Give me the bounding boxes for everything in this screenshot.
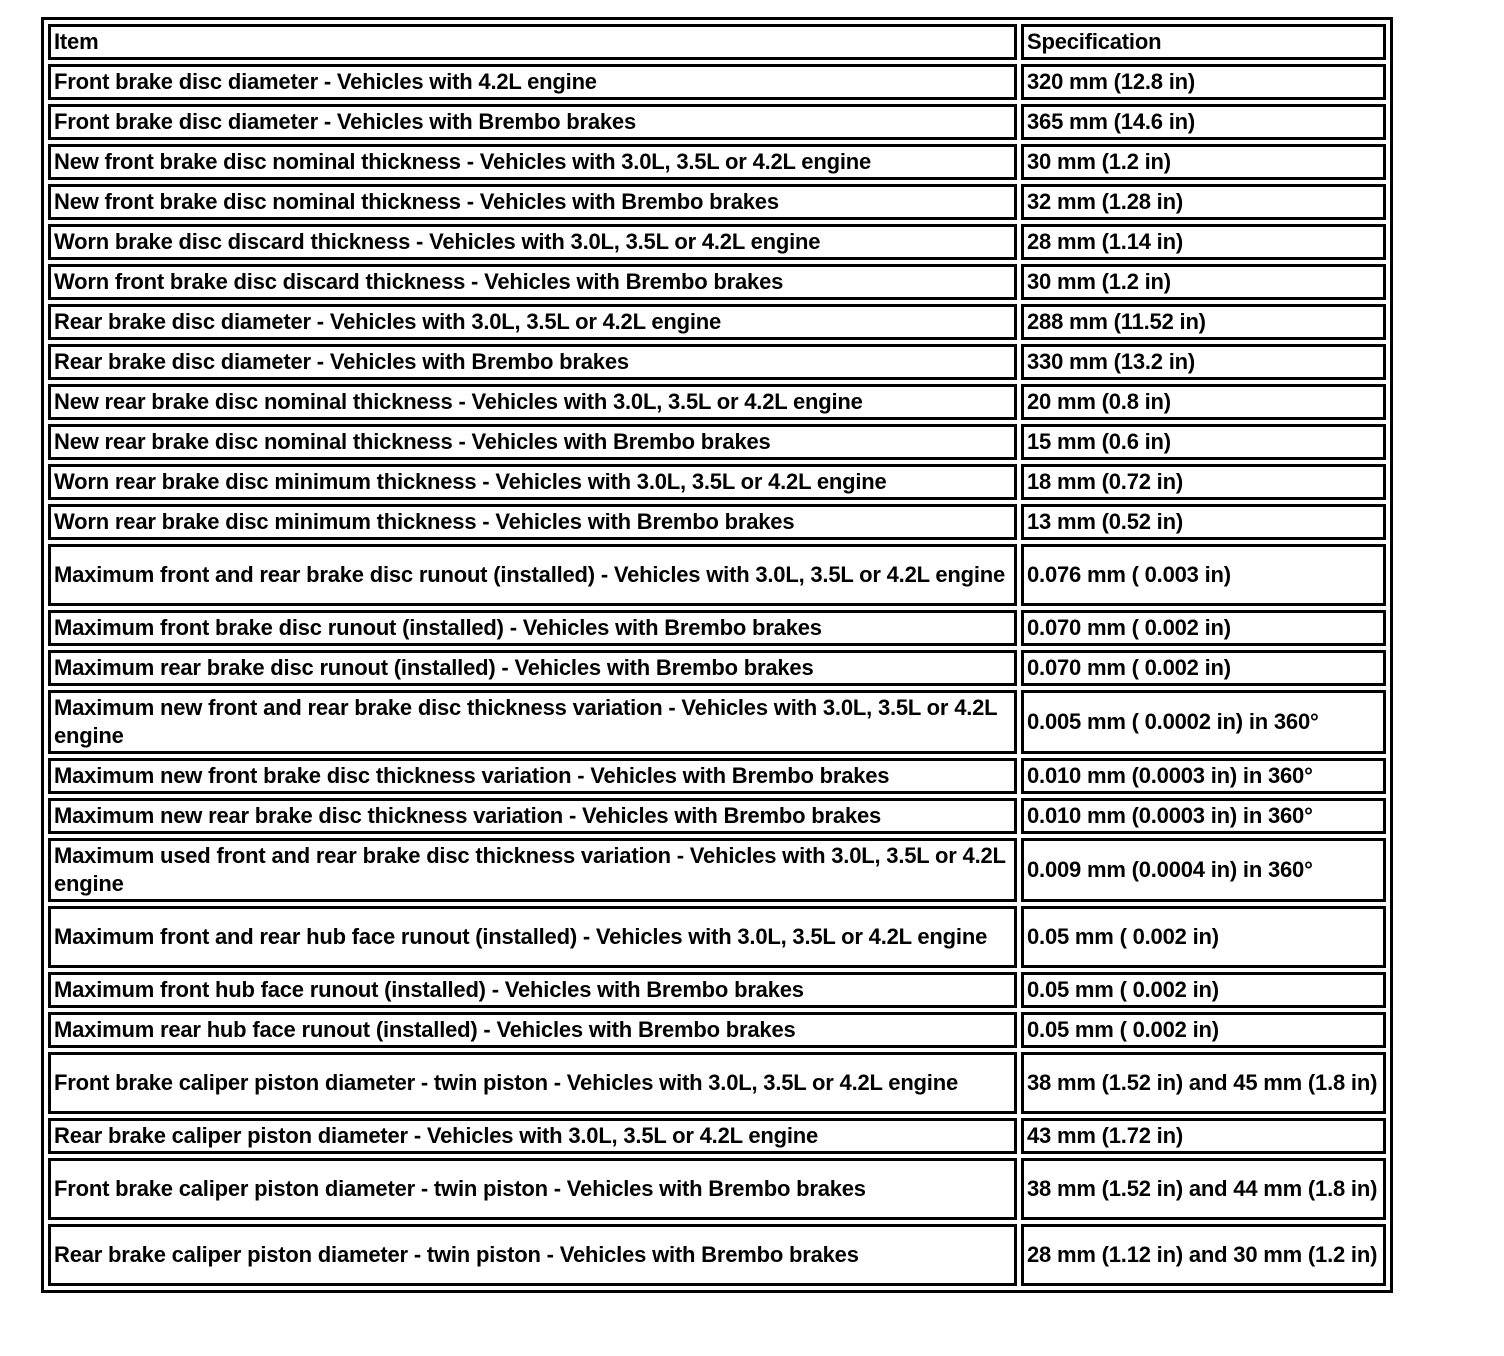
item-cell: Rear brake caliper piston diameter - twin piston - Vehicles with Brembo brakes	[48, 1224, 1017, 1286]
spec-cell: 28 mm (1.12 in) and 30 mm (1.2 in)	[1021, 1224, 1386, 1286]
spec-cell: 320 mm (12.8 in)	[1021, 64, 1386, 100]
spec-cell: 288 mm (11.52 in)	[1021, 304, 1386, 340]
table-row	[48, 304, 1386, 340]
spec-cell: 13 mm (0.52 in)	[1021, 504, 1386, 540]
item-cell: Rear brake disc diameter - Vehicles with Brembo brakes	[48, 344, 1017, 380]
table-row	[48, 264, 1386, 300]
table-row	[48, 464, 1386, 500]
table-row	[48, 690, 1386, 754]
table-row	[48, 610, 1386, 646]
table-header-row	[48, 24, 1386, 60]
spec-cell: 30 mm (1.2 in)	[1021, 144, 1386, 180]
table-row	[48, 104, 1386, 140]
spec-cell: 0.010 mm (0.0003 in) in 360°	[1021, 798, 1386, 834]
item-cell: New front brake disc nominal thickness - Vehicles with Brembo brakes	[48, 184, 1017, 220]
table-row	[48, 544, 1386, 606]
spec-cell: 28 mm (1.14 in)	[1021, 224, 1386, 260]
table-row	[48, 1052, 1386, 1114]
item-cell: Maximum front brake disc runout (installed) - Vehicles with Brembo brakes	[48, 610, 1017, 646]
item-cell: Maximum new front brake disc thickness variation - Vehicles with Brembo brakes	[48, 758, 1017, 794]
item-cell: Front brake disc diameter - Vehicles with 4.2L engine	[48, 64, 1017, 100]
spec-cell: 43 mm (1.72 in)	[1021, 1118, 1386, 1154]
item-cell: Maximum used front and rear brake disc thickness variation - Vehicles with 3.0L, 3.5L or 4.2L engine	[48, 838, 1017, 902]
item-cell: Maximum rear hub face runout (installed) - Vehicles with Brembo brakes	[48, 1012, 1017, 1048]
table-row	[48, 424, 1386, 460]
item-cell: Maximum new front and rear brake disc thickness variation - Vehicles with 3.0L, 3.5L or 4.2L engine	[48, 690, 1017, 754]
spec-cell: 0.070 mm ( 0.002 in)	[1021, 610, 1386, 646]
spec-cell: 20 mm (0.8 in)	[1021, 384, 1386, 420]
spec-cell: 0.070 mm ( 0.002 in)	[1021, 650, 1386, 686]
spec-cell: 0.009 mm (0.0004 in) in 360°	[1021, 838, 1386, 902]
item-cell: Maximum front and rear brake disc runout (installed) - Vehicles with 3.0L, 3.5L or 4.2L engine	[48, 544, 1017, 606]
header-item: Item	[48, 24, 1017, 60]
spec-cell: 32 mm (1.28 in)	[1021, 184, 1386, 220]
spec-cell: 0.05 mm ( 0.002 in)	[1021, 906, 1386, 968]
item-cell: New rear brake disc nominal thickness - Vehicles with Brembo brakes	[48, 424, 1017, 460]
table-row	[48, 906, 1386, 968]
spec-cell: 0.010 mm (0.0003 in) in 360°	[1021, 758, 1386, 794]
table-row	[48, 650, 1386, 686]
table-row	[48, 1012, 1386, 1048]
spec-cell: 330 mm (13.2 in)	[1021, 344, 1386, 380]
item-cell: Maximum rear brake disc runout (installed) - Vehicles with Brembo brakes	[48, 650, 1017, 686]
table-row	[48, 972, 1386, 1008]
item-cell: Worn front brake disc discard thickness - Vehicles with Brembo brakes	[48, 264, 1017, 300]
item-cell: New front brake disc nominal thickness - Vehicles with 3.0L, 3.5L or 4.2L engine	[48, 144, 1017, 180]
header-specification: Specification	[1021, 24, 1386, 60]
table-row	[48, 1224, 1386, 1286]
table-row	[48, 838, 1386, 902]
item-cell: Rear brake disc diameter - Vehicles with 3.0L, 3.5L or 4.2L engine	[48, 304, 1017, 340]
spec-cell: 0.05 mm ( 0.002 in)	[1021, 972, 1386, 1008]
spec-cell: 15 mm (0.6 in)	[1021, 424, 1386, 460]
table-row	[48, 64, 1386, 100]
item-cell: Maximum front hub face runout (installed) - Vehicles with Brembo brakes	[48, 972, 1017, 1008]
item-cell: Worn rear brake disc minimum thickness - Vehicles with Brembo brakes	[48, 504, 1017, 540]
item-cell: Front brake disc diameter - Vehicles with Brembo brakes	[48, 104, 1017, 140]
item-cell: New rear brake disc nominal thickness - Vehicles with 3.0L, 3.5L or 4.2L engine	[48, 384, 1017, 420]
item-cell: Rear brake caliper piston diameter - Vehicles with 3.0L, 3.5L or 4.2L engine	[48, 1118, 1017, 1154]
spec-cell: 18 mm (0.72 in)	[1021, 464, 1386, 500]
table-row	[48, 1158, 1386, 1220]
item-cell: Front brake caliper piston diameter - twin piston - Vehicles with 3.0L, 3.5L or 4.2L engine	[48, 1052, 1017, 1114]
item-cell: Maximum new rear brake disc thickness variation - Vehicles with Brembo brakes	[48, 798, 1017, 834]
table-row	[48, 184, 1386, 220]
spec-cell: 365 mm (14.6 in)	[1021, 104, 1386, 140]
item-cell: Front brake caliper piston diameter - twin piston - Vehicles with Brembo brakes	[48, 1158, 1017, 1220]
table-row	[48, 344, 1386, 380]
item-cell: Worn rear brake disc minimum thickness - Vehicles with 3.0L, 3.5L or 4.2L engine	[48, 464, 1017, 500]
spec-cell: 0.076 mm ( 0.003 in)	[1021, 544, 1386, 606]
table-row	[48, 144, 1386, 180]
spec-cell: 38 mm (1.52 in) and 45 mm (1.8 in)	[1021, 1052, 1386, 1114]
item-cell: Maximum front and rear hub face runout (installed) - Vehicles with 3.0L, 3.5L or 4.2L engine	[48, 906, 1017, 968]
table-row	[48, 1118, 1386, 1154]
table-row	[48, 504, 1386, 540]
table-row	[48, 224, 1386, 260]
specification-table	[41, 17, 1393, 1293]
spec-cell: 30 mm (1.2 in)	[1021, 264, 1386, 300]
table-row	[48, 384, 1386, 420]
table-row	[48, 758, 1386, 794]
table-row	[48, 798, 1386, 834]
spec-cell: 0.05 mm ( 0.002 in)	[1021, 1012, 1386, 1048]
spec-cell: 38 mm (1.52 in) and 44 mm (1.8 in)	[1021, 1158, 1386, 1220]
item-cell: Worn brake disc discard thickness - Vehicles with 3.0L, 3.5L or 4.2L engine	[48, 224, 1017, 260]
spec-cell: 0.005 mm ( 0.0002 in) in 360°	[1021, 690, 1386, 754]
